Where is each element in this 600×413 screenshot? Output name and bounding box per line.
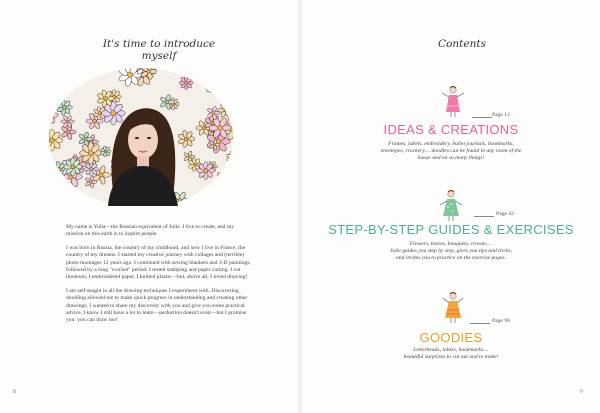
contents-heading: Contents bbox=[438, 38, 486, 50]
girl-figure-green-icon bbox=[436, 188, 466, 222]
page-number-left: 8 bbox=[13, 389, 16, 395]
page-ref-goodies: Page 96 bbox=[492, 318, 510, 324]
page-ref-ideas: Page 12 bbox=[492, 112, 510, 118]
section-desc-ideas: Frames, labels, embroidery, bullet journals, bookmarks, envelopes, crockery.... doodles can be found in any room of the house and on so many things! bbox=[380, 141, 522, 162]
page-number-right: 9 bbox=[580, 389, 583, 395]
girl-figure-pink-icon bbox=[438, 84, 468, 118]
bio-paragraph: My name is Yulia—the Russian equivalent of Julie. I live to create, and my mission on this earth is to inspire people. bbox=[66, 224, 235, 238]
floral-portrait-icon bbox=[48, 64, 234, 206]
section-title-guides: STEP-BY-STEP GUIDES & EXERCISES bbox=[328, 222, 574, 237]
bio-paragraph: I am self-taught in all the drawing techniques I experiment with. Discovering doodling allowed me to make quick progress in understanding and creating other drawings. I wanted to share my discovery with you and give you some practical advice. I know I still have a lot to learn—perfection doesn't exist—but I promise you: you can draw too! bbox=[66, 287, 248, 324]
bio-text bbox=[66, 224, 252, 331]
section-title-ideas: IDEAS & CREATIONS bbox=[383, 122, 519, 137]
page-ref-rule bbox=[470, 323, 490, 324]
section-title-goodies: GOODIES bbox=[419, 330, 483, 345]
section-desc-guides: Flowers, leaves, bouquets, crowns.... Julie guides you step by step, gives you tips and tricks, and invites you to practice on the exercise pages. bbox=[389, 241, 513, 262]
girl-figure-orange-icon bbox=[438, 290, 468, 324]
page-ref-rule bbox=[474, 216, 494, 217]
page-ref-guides: Page 42 bbox=[496, 211, 514, 217]
left-page bbox=[0, 0, 298, 413]
page-ref-rule bbox=[472, 117, 492, 118]
right-page bbox=[302, 0, 600, 413]
intro-heading: It's time to introduce myself bbox=[102, 38, 216, 62]
floral-portrait-image bbox=[48, 64, 234, 206]
bio-paragraph: I was born in Russia, the country of my childhood, and now I live in France, the country of my dreams. I started my creative journey with collages and (terrible) photo montages 12 years ago. I continued with sewing blankets and 3-D paintings, followed by a long "crochet" period. I tested stamping and paper cutting. I cut linoleum, I embroidered paper, I knitted plastic—but, above all, I loved drawing! bbox=[66, 244, 251, 281]
section-desc-goodies: Letterheads, labels, bookmarks.... beautiful surprises to cut out and to make! bbox=[403, 347, 499, 361]
